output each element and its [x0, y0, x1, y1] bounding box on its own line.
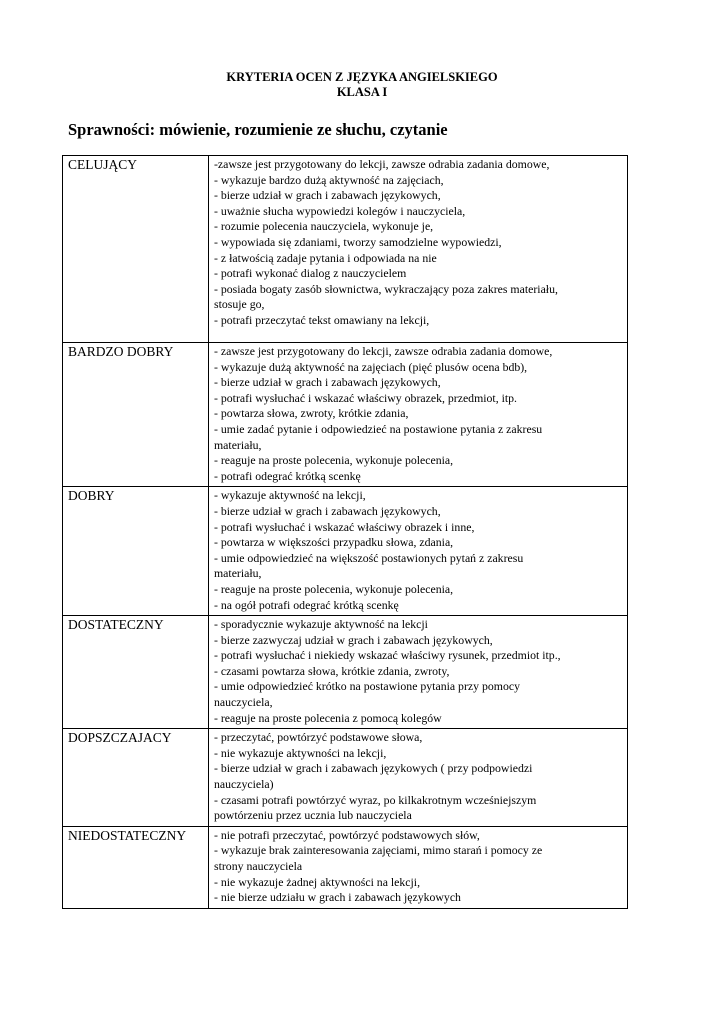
- grade-name-cell: DOSTATECZNY: [63, 616, 209, 729]
- table-row: [63, 156, 628, 343]
- grade-name-cell: CELUJĄCY: [63, 156, 209, 343]
- criteria-line: - z łatwością zadaje pytania i odpowiada na nie: [214, 250, 437, 265]
- grade-criteria-cell: [209, 156, 628, 343]
- grade-criteria-cell: [209, 826, 628, 908]
- criteria-line: - wykazuje bardzo dużą aktywność na zajęciach,: [214, 172, 444, 187]
- criteria-line: - potrafi wysłuchać i wskazać właściwy obrazek i inne,: [214, 519, 475, 534]
- criteria-line: - powtarza słowa, zwroty, krótkie zdania,: [214, 406, 409, 421]
- criteria-line: - reaguje na proste polecenia z pomocą kolegów: [214, 710, 442, 725]
- criteria-line: materiału,: [214, 437, 262, 452]
- criteria-line: - bierze udział w grach i zabawach językowych ( przy podpowiedzi: [214, 761, 533, 776]
- grade-criteria-cell: [209, 343, 628, 487]
- grade-criteria-cell: [209, 616, 628, 729]
- criteria-line: - bierze udział w grach i zabawach językowych,: [214, 375, 441, 390]
- criteria-line: powtórzeniu przez ucznia lub nauczyciela: [214, 808, 412, 823]
- criteria-line: - na ogół potrafi odegrać krótką scenkę: [214, 597, 399, 612]
- criteria-line: - wykazuje aktywność na lekcji,: [214, 488, 366, 503]
- document-title: KRYTERIA OCEN Z JĘZYKA ANGIELSKIEGO: [226, 70, 498, 84]
- criteria-line: - czasami powtarza słowa, krótkie zdania, zwroty,: [214, 663, 450, 678]
- grade-criteria-cell: [209, 729, 628, 827]
- criteria-line: - posiada bogaty zasób słownictwa, wykraczający poza zakres materiału,: [214, 281, 558, 296]
- criteria-line: materiału,: [214, 566, 262, 581]
- criteria-line: - reaguje na proste polecenia, wykonuje polecenia,: [214, 581, 454, 596]
- criteria-line: nauczyciela,: [214, 695, 273, 710]
- criteria-line: - potrafi wysłuchać i wskazać właściwy obrazek, przedmiot, itp.: [214, 390, 518, 405]
- criteria-line: - reaguje na proste polecenia, wykonuje polecenia,: [214, 453, 454, 468]
- table-row: [63, 343, 628, 487]
- table-row: [63, 826, 628, 908]
- criteria-line: nauczyciela): [214, 777, 274, 792]
- document-subtitle: KLASA I: [336, 85, 388, 99]
- criteria-line: - wykazuje brak zainteresowania zajęciami, mimo starań i pomocy ze: [214, 843, 543, 858]
- grade-name-cell: NIEDOSTATECZNY: [63, 826, 209, 908]
- criteria-line: - nie wykazuje aktywności na lekcji,: [214, 745, 387, 760]
- criteria-line: stosuje go,: [214, 297, 265, 312]
- table-row: [63, 487, 628, 616]
- criteria-line: - zawsze jest przygotowany do lekcji, zawsze odrabia zadania domowe,: [214, 344, 553, 358]
- criteria-line: -zawsze jest przygotowany do lekcji, zawsze odrabia zadania domowe,: [214, 157, 550, 171]
- criteria-line: - umie odpowiedzieć krótko na postawione pytania przy pomocy: [214, 679, 520, 694]
- section-heading: Sprawności: mówienie, rozumienie ze słuchu, czytanie: [68, 120, 448, 139]
- criteria-line: - sporadycznie wykazuje aktywność na lekcji: [214, 617, 428, 632]
- criteria-line: - potrafi przeczytać tekst omawiany na lekcji,: [214, 312, 430, 327]
- table-row: [63, 616, 628, 729]
- criteria-line: strony nauczyciela: [214, 859, 303, 873]
- criteria-line: - rozumie polecenia nauczyciela, wykonuje je,: [214, 219, 434, 234]
- criteria-line: - umie odpowiedzieć na większość postawionych pytań z zakresu: [214, 550, 524, 565]
- table-row: [63, 729, 628, 827]
- grade-name-cell: DOBRY: [63, 487, 209, 616]
- criteria-line: - przeczytać, powtórzyć podstawowe słowa,: [214, 730, 423, 745]
- criteria-line: - potrafi wysłuchać i niekiedy wskazać właściwy rysunek, przedmiot itp.,: [214, 648, 561, 663]
- criteria-line: - potrafi wykonać dialog z nauczycielem: [214, 266, 407, 281]
- criteria-line: - bierze zazwyczaj udział w grach i zabawach językowych,: [214, 632, 493, 647]
- criteria-table-body: [63, 156, 628, 909]
- criteria-line: - nie wykazuje żadnej aktywności na lekcji,: [214, 874, 421, 889]
- criteria-line: - uważnie słucha wypowiedzi kolegów i nauczyciela,: [214, 203, 466, 218]
- criteria-line: - wykazuje dużą aktywność na zajęciach (pięć plusów ocena bdb),: [214, 359, 528, 374]
- criteria-line: - bierze udział w grach i zabawach językowych,: [214, 503, 441, 518]
- criteria-line: - wypowiada się zdaniami, tworzy samodzielne wypowiedzi,: [214, 234, 502, 249]
- criteria-line: - bierze udział w grach i zabawach językowych,: [214, 188, 441, 203]
- criteria-table: [62, 155, 628, 909]
- criteria-line: - nie bierze udziału w grach i zabawach językowych: [214, 890, 461, 905]
- criteria-line: - czasami potrafi powtórzyć wyraz, po kilkakrotnym wcześniejszym: [214, 792, 537, 807]
- criteria-line: - umie zadać pytanie i odpowiedzieć na postawione pytania z zakresu: [214, 421, 543, 436]
- criteria-line: - nie potrafi przeczytać, powtórzyć podstawowych słów,: [214, 827, 480, 842]
- criteria-line: - powtarza w większości przypadku słowa, zdania,: [214, 535, 454, 550]
- grade-name-cell: DOPSZCZAJACY: [63, 729, 209, 827]
- grade-criteria-cell: [209, 487, 628, 616]
- criteria-line: - potrafi odegrać krótką scenkę: [214, 468, 361, 483]
- grade-name-cell: BARDZO DOBRY: [63, 343, 209, 487]
